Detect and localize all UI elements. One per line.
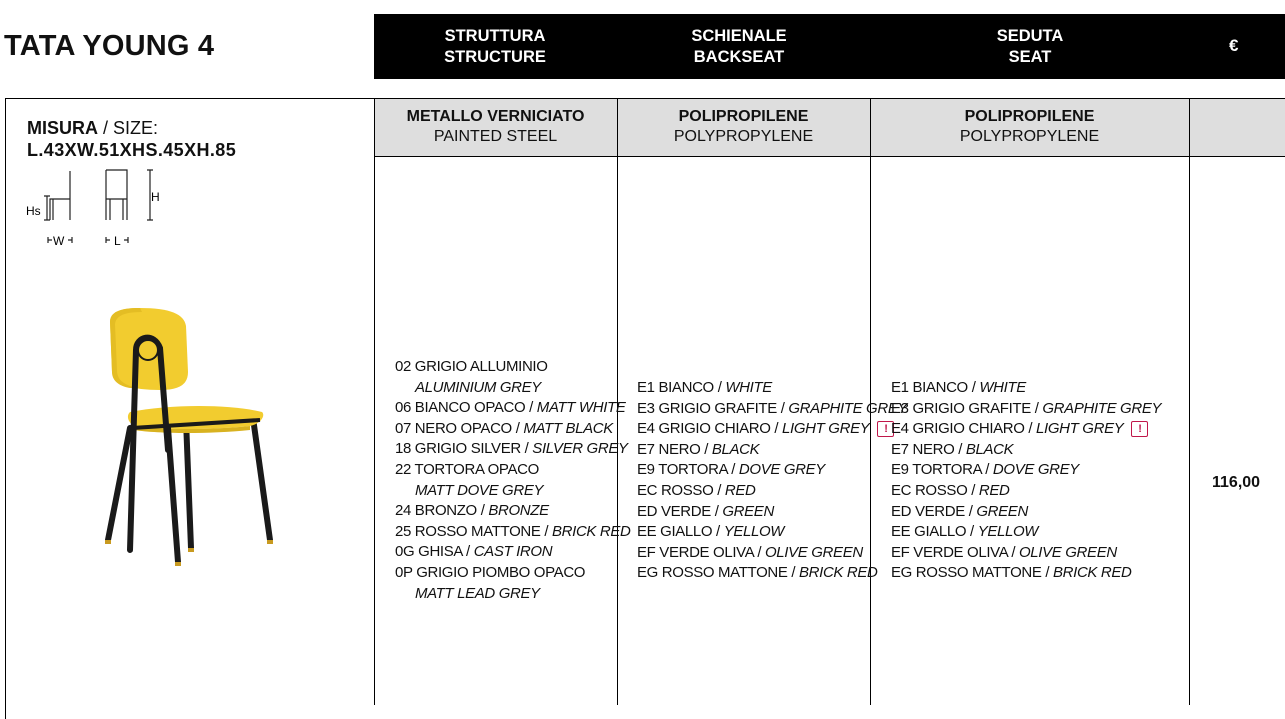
- w-label: W: [53, 234, 65, 248]
- finish-english: RED: [978, 481, 1010, 499]
- h-label: H: [151, 190, 160, 204]
- finish-item: E1 BIANCO / WHITE: [637, 379, 772, 396]
- finish-code: EE GIALLO: [637, 523, 713, 541]
- finish-code: 24 BRONZO: [395, 502, 477, 520]
- structure-finishes-list: [395, 357, 631, 604]
- table-header: [374, 14, 1285, 79]
- finish-code: E7 NERO: [637, 440, 701, 458]
- finish-item: 06 BIANCO OPACO / MATT WHITE: [395, 399, 626, 417]
- finish-item: E9 TORTORA / DOVE GREY: [891, 461, 1079, 479]
- finish-english: WHITE: [725, 379, 772, 396]
- header-structure: [420, 26, 570, 68]
- finish-english: BLACK: [965, 440, 1014, 458]
- finish-english: OLIVE GREEN: [1018, 543, 1117, 561]
- finish-english: ALUMINIUM GREY: [415, 378, 541, 396]
- finish-code: 0P GRIGIO PIOMBO OPACO: [395, 563, 586, 581]
- header-back-en: BACKSEAT: [693, 48, 785, 66]
- warning-icon: !: [877, 421, 894, 437]
- finish-code: EC ROSSO: [891, 481, 968, 499]
- finish-code: EE GIALLO: [891, 523, 967, 541]
- finish-english: BRICK RED: [798, 564, 878, 582]
- finish-code: 02 GRIGIO ALLUMINIO: [395, 358, 548, 375]
- finish-english: BRICK RED: [552, 522, 631, 540]
- finish-english: MATT LEAD GREY: [415, 584, 540, 602]
- size-dimensions: L.43XW.51XHS.45XH.85: [27, 140, 237, 160]
- finish-code: EG ROSSO MATTONE: [637, 564, 788, 582]
- finish-item: EG ROSSO MATTONE / BRICK RED: [891, 564, 1132, 582]
- finish-item: E7 NERO / BLACK: [637, 440, 760, 458]
- finish-code: E1 BIANCO: [891, 379, 968, 396]
- finish-code: 0G GHISA: [395, 543, 463, 561]
- finish-english: GRAPHITE GREY: [1042, 399, 1162, 417]
- finish-code: EG ROSSO MATTONE: [891, 564, 1042, 582]
- dimension-diagram: [22, 165, 172, 250]
- finish-code: ED VERDE: [891, 502, 965, 520]
- header-structure-en: STRUCTURE: [444, 48, 546, 66]
- finish-item-translation: [395, 378, 631, 399]
- finish-item: 24 BRONZO / BRONZE: [395, 502, 549, 520]
- finish-item: EC ROSSO / RED: [891, 481, 1010, 499]
- finish-code: 07 NERO OPACO: [395, 419, 512, 437]
- finish-code: E9 TORTORA: [637, 461, 728, 479]
- finish-english: MATT WHITE: [536, 399, 626, 417]
- finish-english: SILVER GREY: [532, 440, 628, 458]
- finish-english: RED: [724, 481, 756, 499]
- finish-code: EF VERDE OLIVA: [891, 543, 1008, 561]
- finish-english: LIGHT GREY: [782, 420, 870, 438]
- finish-item: EE GIALLO / YELLOW: [637, 523, 785, 541]
- materials-row: [374, 98, 1285, 157]
- finish-english: DOVE GREY: [738, 461, 825, 479]
- finish-english: YELLOW: [977, 523, 1039, 541]
- finish-english: BRICK RED: [1052, 564, 1132, 582]
- finish-item: 0G GHISA / CAST IRON: [395, 543, 553, 561]
- chair-image: [90, 300, 290, 580]
- finish-code: 18 GRIGIO SILVER: [395, 440, 521, 458]
- header-back-it: SCHIENALE: [691, 27, 787, 45]
- back-finishes-list: [637, 378, 907, 584]
- finish-item: E3 GRIGIO GRAFITE / GRAPHITE GREY: [891, 399, 1162, 417]
- material-structure: [374, 107, 617, 147]
- finish-item-translation: [395, 584, 631, 605]
- finish-item: EF VERDE OLIVA / OLIVE GREEN: [637, 543, 863, 561]
- header-structure-it: STRUTTURA: [444, 27, 546, 45]
- header-backseat: [664, 26, 814, 68]
- finish-item: E3 GRIGIO GRAFITE / GRAPHITE GREY: [637, 399, 908, 417]
- finish-item: E7 NERO / BLACK: [891, 440, 1014, 458]
- finish-item: EC ROSSO / RED: [637, 481, 756, 499]
- finish-code: EC ROSSO: [637, 481, 714, 499]
- finish-english: YELLOW: [723, 523, 785, 541]
- finish-code: EF VERDE OLIVA: [637, 543, 754, 561]
- size-label-it: MISURA: [27, 118, 98, 138]
- l-label: L: [114, 234, 121, 248]
- finish-code: E4 GRIGIO CHIARO: [891, 420, 1025, 438]
- finish-code: 06 BIANCO OPACO: [395, 399, 526, 417]
- size-label-en: / SIZE:: [103, 118, 159, 138]
- finish-item: ED VERDE / GREEN: [637, 502, 774, 520]
- finish-english: WHITE: [979, 379, 1026, 396]
- finish-english: DOVE GREY: [992, 461, 1079, 479]
- finish-item: EG ROSSO MATTONE / BRICK RED: [637, 564, 878, 582]
- finish-english: BRONZE: [488, 502, 549, 520]
- header-seat-it: SEDUTA: [996, 27, 1064, 45]
- finish-english: GREEN: [722, 502, 774, 520]
- finish-english: OLIVE GREEN: [764, 543, 863, 561]
- finish-english: MATT DOVE GREY: [415, 481, 544, 499]
- finish-english: CAST IRON: [473, 543, 553, 561]
- finish-item: [395, 357, 631, 378]
- finish-item: 18 GRIGIO SILVER / SILVER GREY: [395, 440, 628, 458]
- material-seat: [870, 107, 1189, 147]
- finish-item: E4 GRIGIO CHIARO / LIGHT GREY !: [891, 419, 1161, 440]
- hs-label: Hs: [26, 204, 41, 218]
- finish-code: 22 TORTORA OPACO: [395, 460, 539, 478]
- header-seat-en: SEAT: [1008, 48, 1052, 66]
- column-divider: [1189, 98, 1190, 705]
- header-price: €: [1229, 36, 1239, 55]
- finish-item: 07 NERO OPACO / MATT BLACK: [395, 419, 613, 437]
- finish-english: BLACK: [711, 440, 760, 458]
- finish-item: EF VERDE OLIVA / OLIVE GREEN: [891, 543, 1117, 561]
- material-seat-it: POLIPROPILENE: [964, 108, 1095, 125]
- product-title: TATA YOUNG 4: [4, 30, 215, 62]
- finish-item: EE GIALLO / YELLOW: [891, 523, 1039, 541]
- finish-english: GRAPHITE GREY: [788, 399, 908, 417]
- material-back-en: POLYPROPYLENE: [673, 128, 814, 145]
- finish-item: E4 GRIGIO CHIARO / LIGHT GREY !: [637, 419, 907, 440]
- material-structure-en: PAINTED STEEL: [433, 128, 558, 145]
- material-back-it: POLIPROPILENE: [678, 108, 809, 125]
- finish-code: E3 GRIGIO GRAFITE: [891, 399, 1031, 417]
- size-block: [27, 117, 236, 161]
- price-value: 116,00: [1212, 474, 1261, 491]
- finish-item: E9 TORTORA / DOVE GREY: [637, 461, 825, 479]
- finish-code: ED VERDE: [637, 502, 711, 520]
- finish-english: MATT BLACK: [523, 419, 613, 437]
- finish-item-translation: [395, 481, 631, 502]
- header-seat: [955, 26, 1105, 68]
- finish-code: E1 BIANCO: [637, 379, 714, 396]
- finish-item: [395, 563, 631, 584]
- finish-item: [395, 460, 631, 481]
- column-divider: [374, 98, 375, 705]
- finish-code: E4 GRIGIO CHIARO: [637, 420, 771, 438]
- finish-item: 25 ROSSO MATTONE / BRICK RED: [395, 522, 631, 540]
- finish-code: E7 NERO: [891, 440, 955, 458]
- finish-code: E3 GRIGIO GRAFITE: [637, 399, 777, 417]
- warning-icon: !: [1131, 421, 1148, 437]
- seat-finishes-list: [891, 378, 1161, 584]
- finish-item: ED VERDE / GREEN: [891, 502, 1028, 520]
- finish-english: LIGHT GREY: [1036, 420, 1124, 438]
- material-back: [617, 107, 870, 147]
- material-structure-it: METALLO VERNICIATO: [406, 108, 585, 125]
- material-seat-en: POLYPROPYLENE: [959, 128, 1100, 145]
- finish-item: E1 BIANCO / WHITE: [891, 379, 1026, 396]
- finish-code: 25 ROSSO MATTONE: [395, 522, 541, 540]
- finish-code: E9 TORTORA: [891, 461, 982, 479]
- finish-english: GREEN: [976, 502, 1028, 520]
